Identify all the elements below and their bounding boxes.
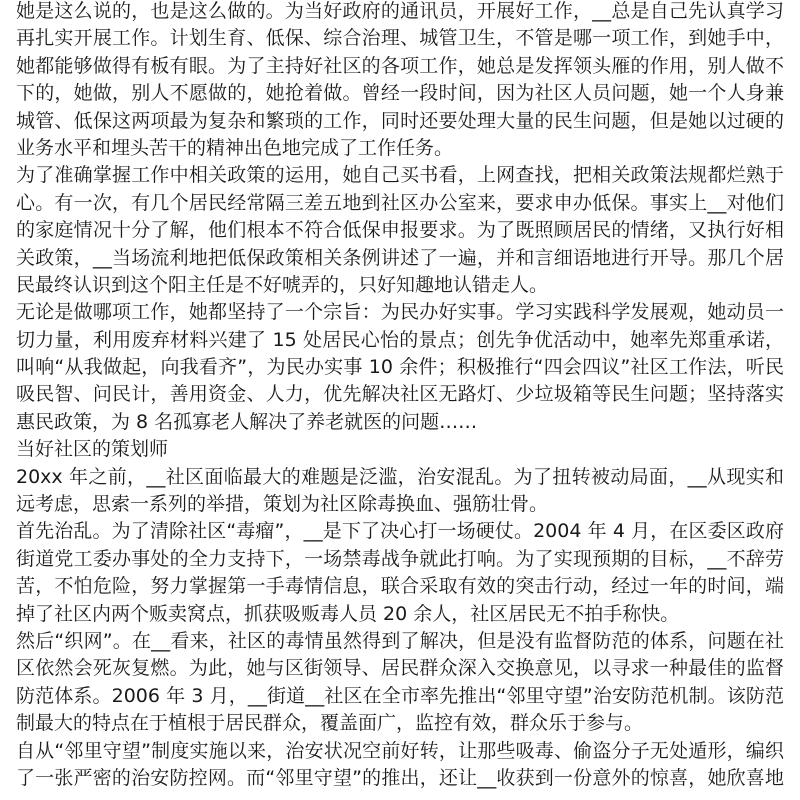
text-line: 民最终认识到这个阳主任是不好唬弄的，只好知趣地认错走人。 bbox=[16, 273, 549, 296]
paragraph bbox=[16, 162, 784, 299]
section-heading bbox=[16, 436, 784, 463]
paragraph bbox=[16, 518, 784, 628]
text-line: 20xx 年之前，__社区面临最大的难题是泛滥，治安混乱。为了扭转被动局面，__从现实和 bbox=[16, 465, 784, 488]
text-line: 了一张严密的治安防控网。而“邻里守望”的推出，还让__收获到一份意外的惊喜，她欣喜地 bbox=[16, 766, 784, 789]
text-line: 心。有一次，有几个居民经常隔三差五地到社区办公室来，要求申办低保。事实上__对他们 bbox=[16, 191, 784, 214]
text-line: 自从“邻里守望”制度实施以来，治安状况空前好转，让那些吸毒、偷盗分子无处遁形，编织 bbox=[16, 739, 784, 762]
text-line: 制最大的特点在于植根于居民群众，覆盖面广，监控有效，群众乐于参与。 bbox=[16, 712, 644, 735]
text-line: 苦，不怕危险，努力掌握第一手毒情信息，联合采取有效的突击行动，经过一年的时间，端 bbox=[16, 575, 784, 598]
text-line: 业务水平和埋头苦干的精神出色地完成了工作任务。 bbox=[16, 136, 454, 159]
paragraph bbox=[16, 628, 784, 738]
text-line: 首先治乱。为了清除社区“毒瘤”，__是下了决心打一场硬仗。2004 年 4 月，在区委区政府 bbox=[16, 520, 784, 543]
text-line: 为了准确掌握工作中相关政策的运用，她自己买书看，上网查找，把相关政策法规都烂熟于 bbox=[16, 164, 784, 187]
paragraph bbox=[16, 464, 784, 519]
text-line: 街道党工委办事处的全力支持下，一场禁毒战争就此打响。为了实现预期的目标，__不辞劳 bbox=[16, 547, 784, 570]
text-line: 远考虑，思索一系列的举措，策划为社区除毒换血、强筋壮骨。 bbox=[16, 493, 549, 516]
paragraph bbox=[16, 738, 784, 793]
text-line: 的家庭情况十分了解，他们根本不符合低保申报要求。为了既照顾居民的情绪，又执行好相 bbox=[16, 219, 784, 242]
text-line: 叫响“从我做起，向我看齐”，为民办实事 10 余件；积极推行“四会四议”社区工作法，听民 bbox=[16, 356, 784, 379]
text-line: 吸民智、问民计，善用资金、人力，优先解决社区无路灯、少垃圾箱等民生问题；坚持落实 bbox=[16, 383, 784, 406]
text-line: 掉了社区内两个贩卖窝点，抓获吸贩毒人员 20 余人，社区居民无不拍手称快。 bbox=[16, 602, 680, 625]
text-line: 城管、低保这两项最为复杂和繁琐的工作，同时还要处理大量的民生问题，但是她以过硬的 bbox=[16, 109, 784, 132]
text-line: 惠民政策，为 8 名孤寡老人解决了养老就医的问题…… bbox=[16, 410, 478, 433]
text-line: 然后“织网”。在__看来，社区的毒情虽然得到了解决，但是没有监督防范的体系，问题在社 bbox=[16, 629, 784, 652]
text-line: 防范体系。2006 年 3 月，__街道__社区在全市率先推出“邻里守望”治安防范机制。该防范 bbox=[16, 684, 784, 707]
text-line: 她是这么说的，也是这么做的。为当好政府的通讯员，开展好工作，__总是自己先认真学习 bbox=[16, 0, 784, 22]
paragraph bbox=[16, 299, 784, 436]
paragraph bbox=[16, 0, 784, 162]
text-line: 下的，她做，别人不愿做的，她抢着做。曾经一段时间，因为社区人员问题，她一个人身兼 bbox=[16, 82, 784, 105]
text-line: 关政策，__当场流利地把低保政策相关条例讲述了一遍，并和言细语地进行开导。那几个居 bbox=[16, 246, 784, 269]
text-line: 无论是做哪项工作，她都坚持了一个宗旨：为民办好实事。学习实践科学发展观，她动员一 bbox=[16, 301, 784, 324]
text-line: 再扎实开展工作。计划生育、低保、综合治理、城管卫生，不管是哪一项工作，到她手中， bbox=[16, 27, 784, 50]
text-line: 她都能够做得有板有眼。为了主持好社区的各项工作，她总是发挥领头雁的作用，别人做不 bbox=[16, 54, 784, 77]
text-line: 切力量，利用废弃材料兴建了 15 处居民心怡的景点；创先争优活动中，她率先郑重承诺， bbox=[16, 328, 784, 351]
document-body bbox=[16, 0, 784, 792]
text-line: 当好社区的策划师 bbox=[16, 438, 169, 461]
text-line: 区依然会死灰复燃。为此，她与区街领导、居民群众深入交换意见，以寻求一种最佳的监督 bbox=[16, 657, 784, 680]
